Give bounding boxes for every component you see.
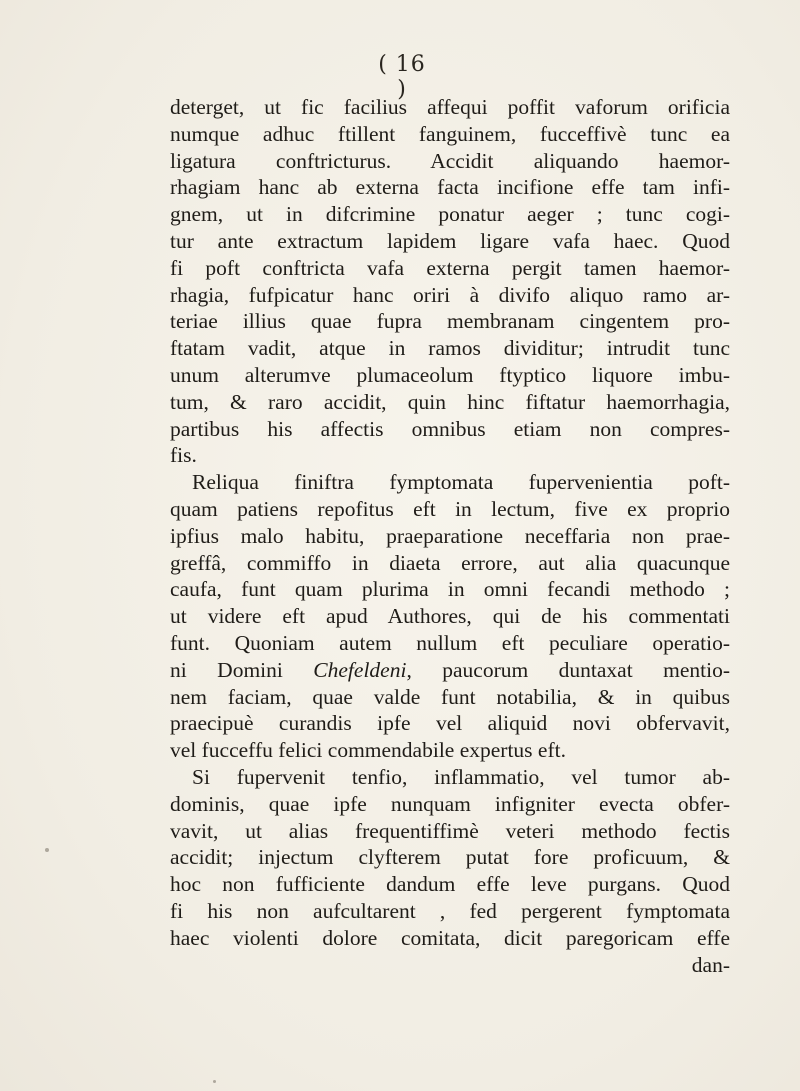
- text-line: haec violenti dolore comitata, dicit paregoricam effe: [170, 925, 730, 950]
- ink-spot: [45, 848, 49, 852]
- text-line: Reliqua finiftra fymptomata fupervenientia poft-: [192, 470, 730, 495]
- text-line: ut videre eft apud Authores, qui de his commentati: [170, 604, 730, 629]
- text-line: deterget, ut fic facilius affequi poffit vaforum orificia: [170, 95, 730, 119]
- text-line: vavit, ut alias frequentiffimè veteri methodo fectis: [170, 818, 730, 843]
- text-line: gnem, ut in difcrimine ponatur aeger ; tunc cogi-: [170, 202, 730, 227]
- text-line: dan-: [691, 952, 730, 977]
- text-line: fi poft conftricta vafa externa pergit tamen haemor-: [170, 255, 730, 280]
- text-line: Si fupervenit tenfio, inflammatio, vel tumor ab-: [192, 764, 730, 789]
- text-line: fi his non aufcultarent , fed pergerent fymptomata: [170, 898, 730, 923]
- text-line: ipfius malo habitu, praeparatione neceffaria non prae-: [170, 523, 730, 548]
- text-line: vel fucceffu felici commendabile expertus eft.: [170, 738, 566, 763]
- text-line: dominis, quae ipfe nunquam infigniter evecta obfer-: [170, 791, 730, 816]
- text-line: praecipuè curandis ipfe vel aliquid novi obfervavit,: [170, 711, 730, 736]
- text-line: numque adhuc ftillent fanguinem, fucceffivè tunc ea: [170, 121, 730, 146]
- text-line: quam patiens repofitus eft in lectum, five ex proprio: [170, 496, 730, 521]
- text-line: unum alterumve plumaceolum ftyptico liquore imbu-: [170, 362, 730, 387]
- text-line: caufa, funt quam plurima in omni fecandi methodo ;: [170, 577, 730, 602]
- text-line: rhagia, fufpicatur hanc oriri à divifo aliquo ramo ar-: [170, 282, 730, 307]
- body-text: [170, 94, 730, 978]
- ink-spot: [213, 1080, 216, 1083]
- text-line: ligatura conftricturus. Accidit aliquando haemor-: [170, 148, 730, 173]
- text-line: hoc non fufficiente dandum effe leve purgans. Quod: [170, 872, 730, 897]
- text-line: fis.: [170, 443, 197, 468]
- text-line: funt. Quoniam autem nullum eft peculiare operatio-: [170, 630, 730, 655]
- text-line: tur ante extractum lapidem ligare vafa haec. Quod: [170, 228, 730, 253]
- text-line: tum, & raro accidit, quin hinc fiftatur haemorrhagia,: [170, 389, 730, 414]
- text-fragment: ni Domini: [170, 657, 314, 682]
- text-line: nem faciam, quae valde funt notabilia, & in quibus: [170, 684, 730, 709]
- text-line: [170, 657, 730, 684]
- text-line: accidit; injectum clyfterem putat fore proficuum, &: [170, 845, 730, 870]
- page-number: ( 16 ): [378, 52, 426, 102]
- text-fragment: , paucorum duntaxat mentio-: [406, 657, 730, 682]
- text-line: greffâ, commiffo in diaeta errore, aut alia quacunque: [170, 550, 730, 575]
- text-line: rhagiam hanc ab externa facta incifione effe tam infi-: [170, 175, 730, 200]
- author-name: Chefeldeni: [313, 657, 407, 682]
- text-line: teriae illius quae fupra membranam cingentem pro-: [170, 309, 730, 334]
- text-line: partibus his affectis omnibus etiam non compres-: [170, 416, 730, 441]
- text-line: ftatam vadit, atque in ramos dividitur; intrudit tunc: [170, 336, 730, 361]
